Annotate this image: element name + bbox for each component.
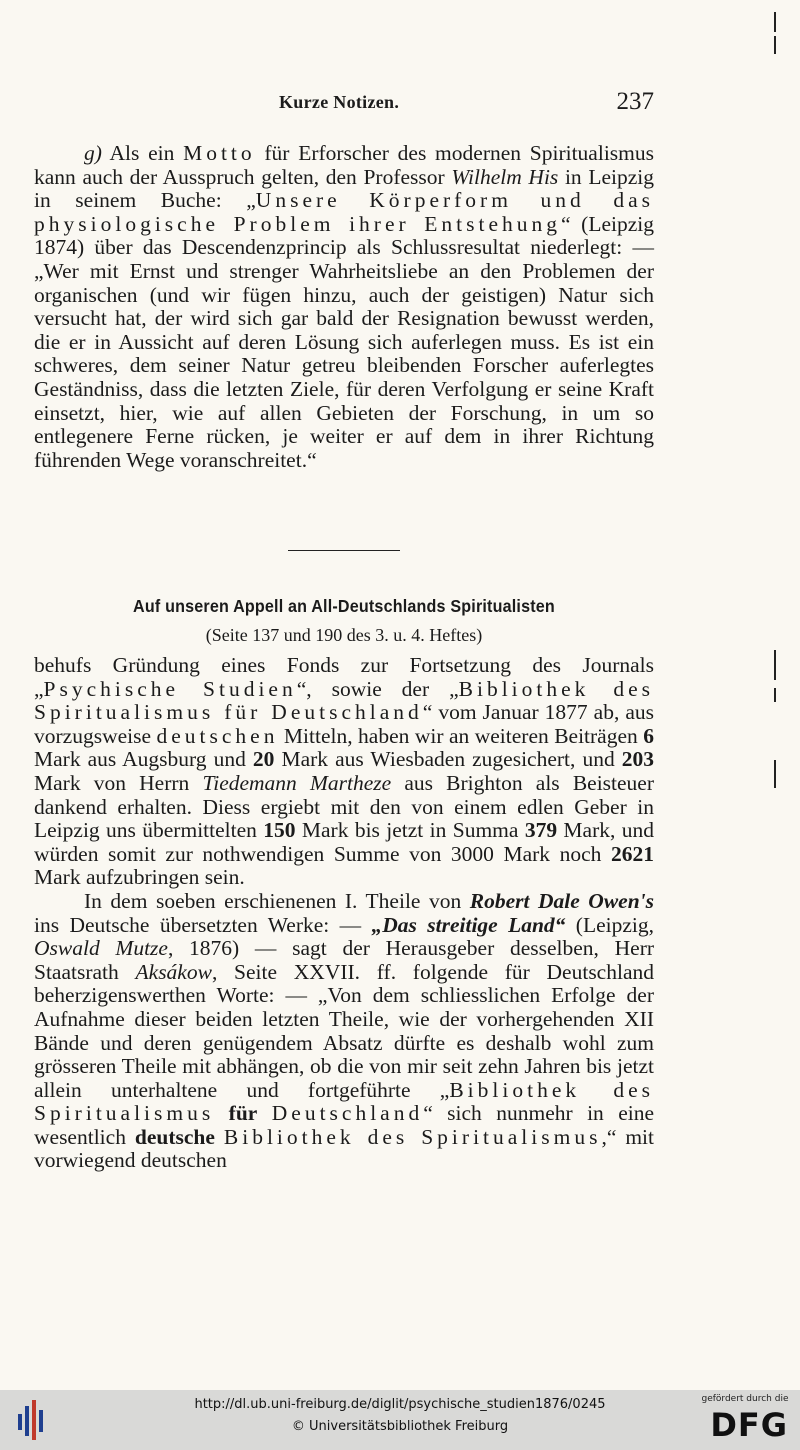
text: in Leipzig in seinem Buche: „ xyxy=(34,164,654,213)
section-title: Auf unseren Appell an All-Deutschlands Spiritualisten xyxy=(133,596,555,616)
funding-note: gefördert durch die xyxy=(701,1394,789,1404)
donor-name: Tiedemann Martheze xyxy=(202,770,392,795)
text xyxy=(215,1125,224,1149)
text: “ sich nunmehr in eine wesentlich xyxy=(34,1101,655,1149)
text: “, sowie der „ xyxy=(296,676,459,701)
text: für Erforscher des modernen Spiritualismus kann auch der Ausspruch gelten, den Professor xyxy=(34,141,654,189)
text: “ vom Januar 1877 ab, aus vorzugsweise xyxy=(34,700,654,748)
text: Als ein xyxy=(101,141,184,165)
text: Mark aufzubringen sein. xyxy=(34,865,245,890)
text: Mark bis jetzt in Summa xyxy=(295,818,525,843)
amount: 203 xyxy=(621,747,654,772)
library-title: Bibliothek des Spiritualismus für Deutschland xyxy=(34,676,654,725)
section-divider xyxy=(288,550,400,551)
amount: 2621 xyxy=(611,841,654,866)
text: “ (Leipzig 1874) über das Descendenzprincip als Schlussresultat niederlegt: — „Wer mit Ernst und strenger Wahrheitsliebe an den Problemen der organischen (und wir fügen hinzu, auch der geistigen) Natur sich versucht hat, der wird sich gar bald der Resignation bewusst werden, die er in Aussicht auf deren Lösung sich auferlegen muss. Es ist ein schweres, dem seiner Natur getreu bleibenden Forscher auferlegtes Geständniss, dass die letzten Ziele, für deren Verfolgung er seine Kraft einsetzt, hier, wie auf allen Gebieten der Forschung, in um so entlegenere Ferne rücken, je weiter er auf dem in ihrer Richtung führenden Wege voranschreitet.“ xyxy=(34,211,654,472)
dfg-logo: DFG xyxy=(710,1406,788,1444)
appeal-section xyxy=(34,654,654,1173)
library-title: Bibliothek des Spiritualismus xyxy=(34,1077,654,1126)
document-url-link[interactable]: http://dl.ub.uni-freiburg.de/diglit/psychische_studien1876/0245 xyxy=(194,1397,606,1412)
text: ins Deutsche übersetzten Werke: — xyxy=(34,912,372,937)
journal-title: Psychische Studien xyxy=(43,676,297,701)
library-title: Deutschland xyxy=(271,1101,424,1126)
appeal-paragraph-1 xyxy=(34,654,654,890)
section-subtitle: (Seite 137 und 190 des 3. u. 4. Heftes) xyxy=(205,625,483,645)
page-number: 237 xyxy=(616,88,654,115)
text: , Seite XXVII. ff. folgende für Deutschland beherzigenswerthen Worte: — „Von dem schliesslichen Erfolge der Aufnahme dieser beiden letzten Theile, wie der vorhergehenden XII Bände und deren genügendem Absatz dürfte es deshalb wohl zum grösseren Theile mit abhängen, ob die von mir seit zehn Jahren bis jetzt allein unterhaltene und fortgeführte „ xyxy=(34,959,654,1102)
margin-mark xyxy=(774,760,776,788)
text: , 1876) — sagt der Herausgeber desselben, Herr Staatsrath xyxy=(34,936,655,984)
text: behufs Gründung eines Fonds zur Fortsetzung des Journals „ xyxy=(34,653,654,701)
running-title: Kurze Notizen. xyxy=(279,92,400,112)
emphasis: deutschen xyxy=(156,723,279,748)
amount: 150 xyxy=(263,818,296,843)
margin-mark xyxy=(774,688,776,702)
book-title: Unsere Körperform und das physiologische Problem ihrer Entstehung xyxy=(34,188,654,236)
notice-g-paragraph xyxy=(34,142,654,472)
text: Mark aus Wiesbaden zugesichert, und xyxy=(274,747,622,772)
viewer-footer xyxy=(0,1390,800,1450)
book-title: „Das streitige Land“ xyxy=(371,912,566,937)
emphasis: deutsche xyxy=(134,1124,215,1149)
text: (Leipzig, xyxy=(565,912,654,937)
amount: 20 xyxy=(252,747,275,772)
text: In dem soeben erschienenen I. Theile von xyxy=(84,888,470,913)
text: Mark aus Augsburg und xyxy=(34,747,253,772)
copyright-notice: © Universitätsbibliothek Freiburg xyxy=(291,1419,509,1434)
emphasis: für xyxy=(228,1101,258,1126)
margin-mark xyxy=(774,650,776,680)
text: Mark, und würden somit zur nothwendigen Summe von 3000 Mark noch xyxy=(34,818,654,866)
margin-mark xyxy=(774,36,776,54)
text: ,“ mit vorwiegend deutschen xyxy=(34,1124,655,1173)
publisher-name: Oswald Mutze xyxy=(34,936,168,961)
page-header xyxy=(34,88,654,122)
item-label: g) xyxy=(84,141,102,165)
appeal-paragraph-2 xyxy=(34,890,654,1173)
text: Mitteln, haben wir an weiteren Beiträgen xyxy=(278,723,644,748)
notice-g xyxy=(34,142,654,472)
author-name: Wilhelm His xyxy=(451,164,559,189)
amount: 379 xyxy=(524,818,558,843)
text xyxy=(257,1101,271,1125)
motto-word: Motto xyxy=(183,141,256,165)
library-title: Bibliothek des Spiritualismus xyxy=(223,1124,602,1149)
text xyxy=(214,1101,228,1125)
text: aus Brighton als Beisteuer dankend erhalten. Diess ergiebt mit den von einem edlen Geber in Leipzig uns übermittelten xyxy=(34,770,655,843)
author-name: Robert Dale Owen's xyxy=(469,888,654,913)
margin-mark xyxy=(774,12,776,32)
editor-name: Aksákow xyxy=(135,959,212,984)
amount: 6 xyxy=(643,723,654,748)
text: Mark von Herrn xyxy=(34,770,203,795)
